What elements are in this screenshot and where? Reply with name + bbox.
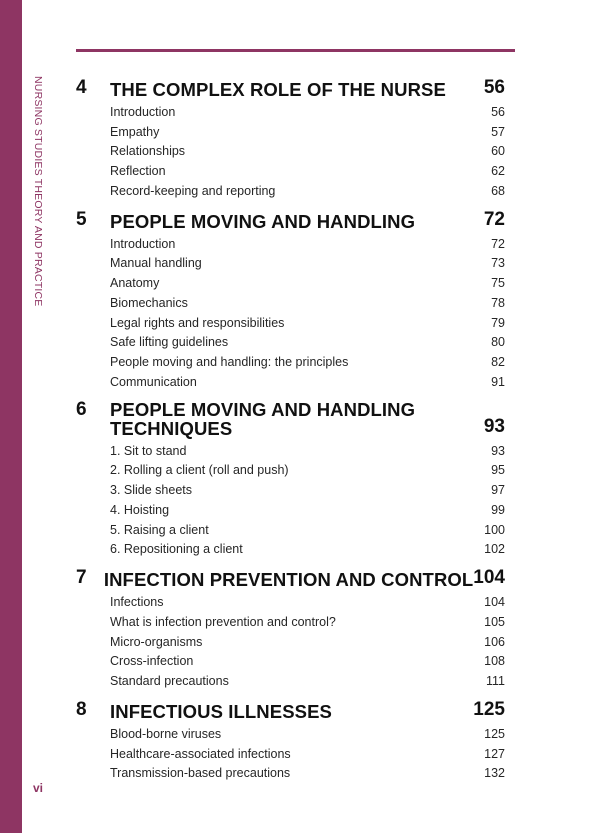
toc-entry[interactable] — [110, 441, 505, 461]
toc-entry[interactable] — [110, 461, 505, 481]
chapter-number: 4 — [76, 77, 87, 98]
toc-entry[interactable] — [110, 612, 505, 632]
entry-title: Healthcare-associated infections — [110, 746, 291, 761]
entry-title: Introduction — [110, 236, 176, 251]
entry-title: Legal rights and responsibilities — [110, 315, 285, 330]
entry-page: 97 — [491, 483, 505, 498]
toc-entry[interactable] — [110, 161, 505, 181]
chapter-page: 72 — [483, 208, 505, 230]
entry-page: 82 — [491, 355, 505, 370]
entry-page: 75 — [491, 276, 505, 291]
entry-title: Reflection — [110, 164, 166, 179]
chapter-heading — [76, 567, 505, 589]
toc-entry[interactable] — [110, 333, 505, 353]
entry-title: Introduction — [110, 104, 176, 119]
entry-page: 125 — [484, 726, 505, 741]
entry-title: Infections — [110, 595, 164, 610]
chapter-entries — [76, 724, 505, 783]
chapter-title: PEOPLE MOVING AND HANDLING — [110, 210, 416, 232]
toc-entry[interactable] — [110, 520, 505, 540]
entry-title: Standard precautions — [110, 674, 229, 689]
entry-title: 1. Sit to stand — [110, 443, 187, 458]
entry-title: Communication — [110, 374, 197, 389]
entry-page: 111 — [485, 674, 505, 689]
toc-entry[interactable] — [110, 102, 505, 122]
entry-page: 93 — [491, 443, 505, 458]
toc-entry[interactable] — [110, 480, 505, 500]
chapter-title: INFECTION PREVENTION AND CONTROL — [103, 569, 474, 591]
entry-title: 4. Hoisting — [110, 502, 170, 517]
entry-page: 72 — [491, 236, 505, 251]
chapter-entries — [76, 102, 505, 201]
toc-entry[interactable] — [110, 500, 505, 520]
entry-page: 108 — [484, 654, 505, 669]
top-rule — [76, 49, 515, 52]
chapter-heading — [76, 209, 505, 231]
chapter-number: 6 — [76, 398, 87, 420]
chapter-title: THE COMPLEX ROLE OF THE NURSE — [110, 79, 446, 100]
toc-entry[interactable] — [110, 744, 505, 764]
entry-page: 80 — [491, 335, 505, 350]
table-of-contents — [76, 77, 505, 783]
entry-title: Micro-organisms — [110, 634, 203, 649]
chapter-5 — [76, 209, 505, 392]
toc-entry[interactable] — [110, 632, 505, 652]
chapter-8 — [76, 699, 505, 783]
toc-entry[interactable] — [110, 652, 505, 672]
entry-title: 6. Repositioning a client — [110, 542, 243, 557]
entry-title: Safe lifting guidelines — [110, 335, 229, 350]
chapter-title: INFECTIOUS ILLNESSES — [110, 701, 332, 722]
chapter-entries — [76, 592, 505, 691]
entry-title: Biomechanics — [110, 295, 188, 310]
toc-entry[interactable] — [110, 352, 505, 372]
chapter-number: 7 — [76, 567, 87, 589]
entry-page: 57 — [491, 124, 505, 139]
entry-page: 79 — [491, 315, 505, 330]
chapter-page: 93 — [483, 415, 505, 437]
entry-title: Record-keeping and reporting — [110, 183, 276, 198]
entry-page: 106 — [484, 634, 505, 649]
entry-page: 99 — [491, 502, 505, 517]
chapter-entries — [76, 441, 505, 560]
toc-entry[interactable] — [110, 234, 505, 254]
entry-page: 73 — [491, 256, 505, 271]
toc-entry[interactable] — [110, 142, 505, 162]
entry-title: Transmission-based precautions — [110, 766, 291, 781]
entry-title: Relationships — [110, 144, 186, 159]
toc-entry[interactable] — [110, 313, 505, 333]
chapter-heading — [76, 400, 505, 438]
entry-page: 68 — [491, 183, 505, 198]
entry-page: 132 — [484, 766, 505, 781]
toc-entry[interactable] — [110, 122, 505, 142]
entry-page: 78 — [491, 295, 505, 310]
entry-page: 105 — [484, 614, 505, 629]
chapter-page: 125 — [473, 699, 505, 720]
chapter-6 — [76, 400, 505, 560]
entry-page: 56 — [491, 104, 505, 119]
entry-title: Manual handling — [110, 256, 202, 271]
entry-page: 100 — [484, 522, 505, 537]
entry-title: Anatomy — [110, 276, 160, 291]
entry-title: Empathy — [110, 124, 160, 139]
entry-page: 102 — [484, 542, 505, 557]
entry-title: 5. Raising a client — [110, 522, 209, 537]
toc-entry[interactable] — [110, 671, 505, 691]
toc-entry[interactable] — [110, 724, 505, 744]
chapter-page: 56 — [483, 77, 505, 98]
entry-title: What is infection prevention and control? — [110, 614, 336, 629]
toc-entry[interactable] — [110, 540, 505, 560]
entry-page: 91 — [491, 374, 505, 389]
toc-entry[interactable] — [110, 764, 505, 784]
toc-entry[interactable] — [110, 273, 505, 293]
entry-page: 127 — [484, 746, 505, 761]
entry-title: Blood-borne viruses — [110, 726, 222, 741]
entry-page: 60 — [491, 144, 505, 159]
toc-entry[interactable] — [110, 254, 505, 274]
entry-page: 104 — [484, 595, 505, 610]
chapter-number: 5 — [76, 208, 87, 230]
toc-entry[interactable] — [110, 181, 505, 201]
toc-entry[interactable] — [110, 293, 505, 313]
page-edge-bar — [0, 0, 22, 833]
running-head: NURSING STUDIES THEORY AND PRACTICE — [32, 76, 44, 307]
chapter-4 — [76, 77, 505, 201]
chapter-heading — [76, 77, 505, 99]
entry-title: Cross-infection — [110, 654, 194, 669]
toc-entry[interactable] — [110, 592, 505, 612]
entry-title: 3. Slide sheets — [110, 483, 192, 498]
chapter-page: 104 — [473, 567, 505, 589]
entry-page: 95 — [491, 463, 505, 478]
toc-entry[interactable] — [110, 372, 505, 392]
entry-title: People moving and handling: the principles — [110, 355, 349, 370]
chapter-7 — [76, 567, 505, 691]
entry-page: 62 — [491, 164, 505, 179]
chapter-entries — [76, 234, 505, 392]
page-number: vi — [33, 781, 44, 795]
chapter-title: PEOPLE MOVING AND HANDLING TECHNIQUES — [110, 398, 416, 439]
chapter-number: 8 — [76, 699, 87, 720]
chapter-heading — [76, 699, 505, 721]
entry-title: 2. Rolling a client (roll and push) — [110, 463, 289, 478]
